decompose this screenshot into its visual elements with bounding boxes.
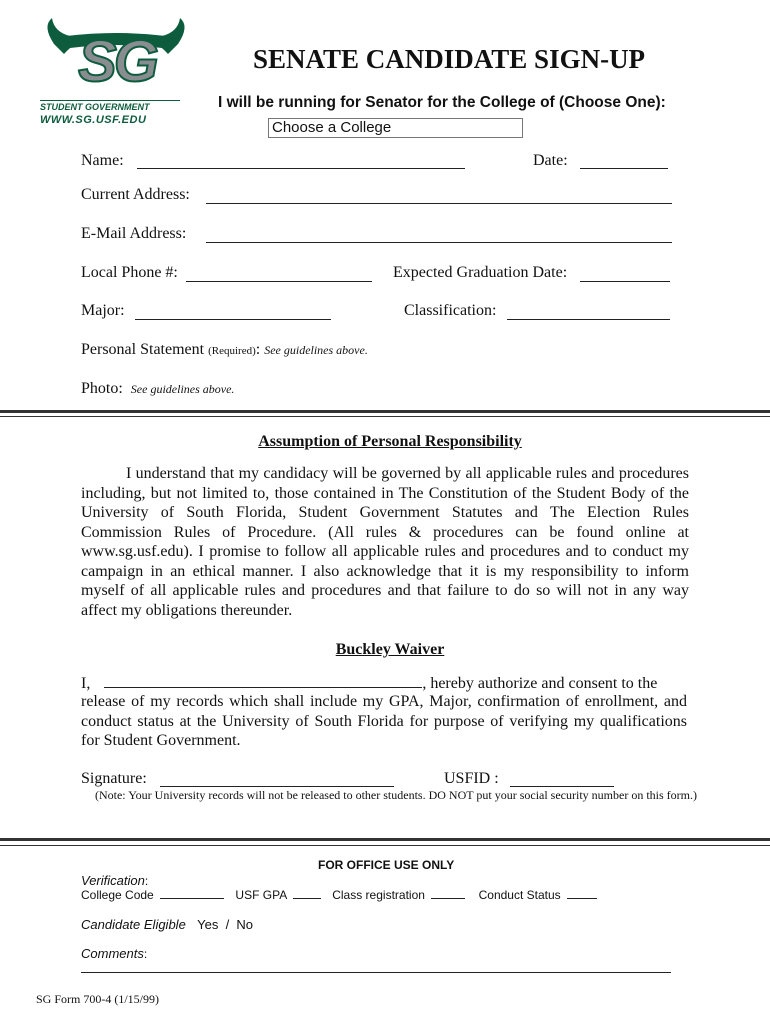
name-label: Name: (81, 152, 124, 169)
usf-gpa-label: USF GPA (235, 888, 287, 902)
office-divider-thin (0, 845, 770, 846)
comments-colon: : (143, 947, 148, 961)
statement-colon: : (255, 341, 261, 358)
statement-label: Personal Statement (81, 341, 205, 358)
photo-note: See guidelines above. (130, 382, 235, 396)
phone-field[interactable] (186, 267, 372, 282)
classification-label: Classification: (404, 302, 497, 319)
office-title: FOR OFFICE USE ONLY (318, 858, 455, 872)
address-label: Current Address: (81, 186, 190, 203)
comments-field[interactable] (81, 972, 671, 973)
email-label: E-Mail Address: (81, 225, 187, 242)
waiver-heading: Buckley Waiver (335, 641, 445, 658)
waiver-prefix: I, (81, 675, 91, 692)
page-title: SENATE CANDIDATE SIGN-UP (253, 44, 646, 74)
section-divider (0, 410, 770, 413)
logo-mark: SG (78, 29, 156, 94)
address-field[interactable] (206, 189, 672, 204)
college-code-label: College Code (81, 888, 154, 902)
classification-field[interactable] (507, 305, 670, 320)
class-registration-field[interactable] (431, 888, 465, 899)
personal-statement (81, 341, 368, 359)
major-label: Major: (81, 302, 125, 319)
date-label: Date: (533, 152, 568, 169)
logo-line1: STUDENT GOVERNMENT (40, 100, 180, 112)
usfid-field[interactable] (510, 772, 614, 787)
college-code-field[interactable] (160, 888, 224, 899)
statement-note: See guidelines above. (264, 343, 368, 357)
major-field[interactable] (135, 305, 331, 320)
sg-logo (36, 14, 196, 132)
name-field[interactable] (137, 154, 465, 169)
photo-label: Photo: (81, 380, 123, 397)
verification-label (81, 873, 148, 888)
office-divider (0, 838, 770, 841)
records-note: (Note: Your University records will not be released to other students. DO NOT put your social security number on this form.) (94, 788, 697, 802)
waiver-name-field[interactable] (104, 673, 422, 688)
eligible-options[interactable]: Yes / No (197, 917, 254, 932)
waiver-suffix: , hereby authorize and consent to the (422, 675, 658, 692)
section-divider-thin (0, 416, 770, 417)
waiver-text: release of my records which shall include my GPA, Major, confirmation of enrollment, and conduct status at the University of South Florida for purpose of verifying my qualifications for Student Government. (81, 693, 687, 749)
email-field[interactable] (206, 228, 672, 243)
eligible-label: Candidate Eligible (81, 917, 186, 932)
comments-text: Comments (81, 946, 144, 961)
form-id: SG Form 700-4 (1/15/99) (36, 992, 159, 1006)
conduct-status-label: Conduct Status (478, 888, 561, 902)
college-select[interactable] (268, 118, 523, 138)
phone-label: Local Phone #: (81, 264, 178, 281)
waiver-first-line (81, 673, 681, 693)
verification-row (81, 888, 597, 902)
graduation-label: Expected Graduation Date: (393, 264, 568, 281)
college-prompt: I will be running for Senator for the College of (Choose One): (218, 94, 666, 111)
date-field[interactable] (580, 154, 668, 169)
eligible-row (81, 917, 253, 932)
conduct-status-field[interactable] (567, 888, 597, 899)
signature-label: Signature: (81, 770, 147, 787)
logo-line2: WWW.SG.USF.EDU (40, 114, 147, 126)
comments-label (81, 946, 147, 961)
responsibility-text: I understand that my candidacy will be governed by all applicable rules and procedures including, but not limited to, those contained in The Constitution of the Student Body of the University of South Florida, Student Government Statutes and The Election Rules Commission Rules of Procedure. (All rules & procedures can be found online at www.sg.usf.edu). I promise to follow all applicable rules and procedures and to conduct my campaign in an ethical manner. I also acknowledge that it is my responsibility to inform myself of all applicable rules and procedures and that failure to do so will not in any way affect my obligations thereunder. (81, 465, 689, 619)
graduation-field[interactable] (580, 267, 670, 282)
signature-field[interactable] (160, 772, 394, 787)
usfid-label: USFID : (444, 770, 499, 787)
verification-colon: : (144, 874, 149, 888)
verification-text: Verification (81, 873, 145, 888)
college-select-value: Choose a College (272, 119, 392, 136)
statement-required: (Required) (208, 345, 256, 357)
usf-gpa-field[interactable] (293, 888, 321, 899)
class-registration-label: Class registration (332, 888, 425, 902)
responsibility-heading: Assumption of Personal Responsibility (258, 433, 522, 450)
photo (81, 380, 234, 398)
